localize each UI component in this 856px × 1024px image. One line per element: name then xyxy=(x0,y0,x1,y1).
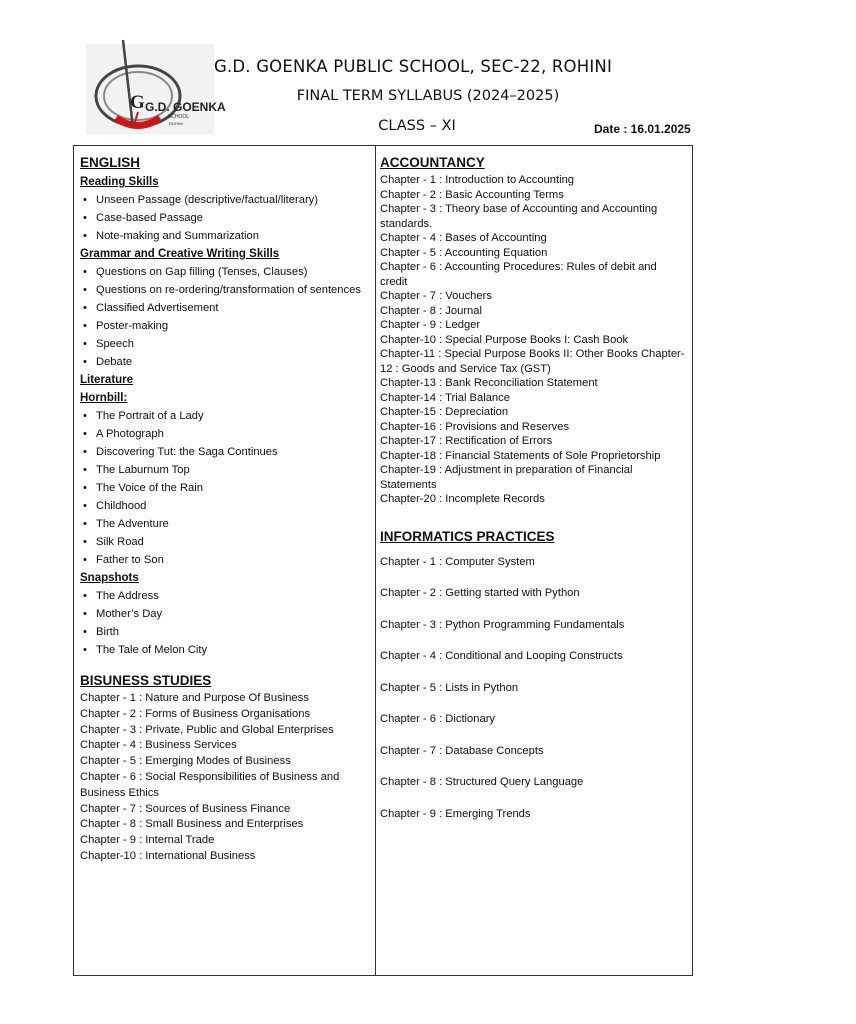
list-item: Chapter-11 : Special Purpose Books II: Other Books Chapter-12 : Goods and Service Tax (GST) xyxy=(380,348,685,375)
list-item: • Poster-making xyxy=(80,317,370,335)
list-item: Chapter-20 : Incomplete Records xyxy=(380,493,545,505)
list-item: • Questions on re-ordering/transformation of sentences xyxy=(80,281,370,299)
list-item: Chapter - 9 : Emerging Trends xyxy=(380,807,531,820)
school-name: G.D. GOENKA PUBLIC SCHOOL, SEC-22, ROHINI xyxy=(213,57,613,76)
list-item: Chapter - 4 : Business Services xyxy=(80,739,237,752)
list-item: Chapter - 1 : Introduction to Accounting xyxy=(380,174,575,186)
list-item: Chapter-18 : Financial Statements of Sole Proprietorship Chapter-19 : Adjustment in preparation of Financial Statements xyxy=(380,449,661,491)
list-item: Chapter - 7 : Vouchers xyxy=(380,290,492,302)
list-item: Chapter-10 : Special Purpose Books I: Cash Book xyxy=(380,333,629,346)
list-item: • Case-based Passage xyxy=(80,209,370,227)
list-item: • Speech xyxy=(80,335,370,353)
hornbill-list xyxy=(80,407,370,569)
svg-text:SCHOOL: SCHOOL xyxy=(168,114,190,120)
english-section xyxy=(80,153,370,659)
list-item: • Mother’s Day xyxy=(80,605,370,623)
list-item: • Birth xyxy=(80,623,370,641)
class-label: CLASS – XI xyxy=(378,118,456,134)
left-column xyxy=(80,153,370,865)
list-item: • The Portrait of a Lady xyxy=(80,407,370,425)
list-item: Chapter - 4 : Bases of Accounting xyxy=(380,232,547,244)
grammar-heading: Grammar and Creative Writing Skills xyxy=(80,248,280,260)
list-item: Chapter - 1 : Nature and Purpose Of Business xyxy=(80,692,309,704)
list-item: Chapter - 5 : Lists in Python xyxy=(380,681,519,694)
business-chapter-list xyxy=(80,691,370,865)
list-item: Chapter - 2 : Getting started with Python xyxy=(380,587,580,599)
informatics-practices-section xyxy=(380,527,685,831)
list-item: Chapter - 3 : Python Programming Fundamentals xyxy=(380,618,625,631)
list-item: • Silk Road xyxy=(80,533,370,551)
ip-chapter-list xyxy=(380,547,685,831)
list-item: • Father to Son xyxy=(80,551,370,569)
list-item: Chapter - 5 : Accounting Equation xyxy=(380,246,548,259)
list-item: Chapter-16 : Provisions and Reserves xyxy=(380,420,570,433)
list-item: Chapter - 2 : Forms of Business Organisations xyxy=(80,707,311,720)
list-item: • The Voice of the Rain xyxy=(80,479,370,497)
snapshots-list xyxy=(80,587,370,659)
list-item: Chapter-10 : International Business xyxy=(80,849,256,862)
snapshots-heading: Snapshots xyxy=(80,572,139,584)
list-item: Chapter - 8 : Journal xyxy=(380,304,482,317)
informatics-practices-title: INFORMATICS PRACTICES xyxy=(380,528,555,544)
list-item: Chapter - 6 : Accounting Procedures: Rules of debit and credit xyxy=(380,261,657,288)
list-item: • Note-making and Summarization xyxy=(80,227,370,245)
list-item: Chapter - 3 : Theory base of Accounting and Accounting standards. xyxy=(380,203,658,230)
page-header xyxy=(0,0,768,145)
accountancy-section xyxy=(380,153,685,507)
list-item: • A Photograph xyxy=(80,425,370,443)
syllabus-title: FINAL TERM SYLLABUS (2024–2025) xyxy=(296,88,560,104)
list-item: Chapter-14 : Trial Balance xyxy=(380,391,510,404)
date-label: Date : 16.01.2025 xyxy=(594,122,691,136)
list-item: Chapter - 4 : Conditional and Looping Constructs xyxy=(380,650,623,662)
right-column xyxy=(380,153,685,830)
list-item: Chapter - 3 : Private, Public and Global Enterprises xyxy=(80,723,334,736)
list-item: Chapter - 5 : Emerging Modes of Business xyxy=(80,755,291,768)
list-item: • Discovering Tut: the Saga Continues xyxy=(80,443,370,461)
list-item: • The Address xyxy=(80,587,370,605)
svg-text:ROHINI: ROHINI xyxy=(169,121,183,126)
list-item: • The Adventure xyxy=(80,515,370,533)
business-studies-section xyxy=(80,671,370,865)
list-item: Chapter-17 : Rectification of Errors xyxy=(380,435,553,447)
list-item: • Debate xyxy=(80,353,370,371)
reading-skills-heading: Reading Skills xyxy=(80,176,159,188)
hornbill-heading: Hornbill: xyxy=(80,392,128,404)
list-item: Chapter - 7 : Database Concepts xyxy=(380,744,544,757)
list-item: • The Laburnum Top xyxy=(80,461,370,479)
accountancy-title: ACCOUNTANCY xyxy=(380,155,485,170)
list-item: Chapter - 6 : Dictionary xyxy=(380,713,496,725)
reading-skills-list xyxy=(80,191,370,245)
list-item: Chapter - 7 : Sources of Business Finance xyxy=(80,802,291,815)
list-item: Chapter - 9 : Internal Trade xyxy=(80,834,215,847)
list-item: Chapter-13 : Bank Reconciliation Statement xyxy=(380,377,598,389)
grammar-list xyxy=(80,263,370,371)
svg-text:G: G xyxy=(130,92,145,113)
list-item: Chapter - 2 : Basic Accounting Terms xyxy=(380,188,564,201)
list-item: • Unseen Passage (descriptive/factual/literary) xyxy=(80,191,370,209)
business-studies-title: BISUNESS STUDIES xyxy=(80,673,212,688)
svg-text:G.D. GOENKA: G.D. GOENKA xyxy=(145,100,226,114)
english-title: ENGLISH xyxy=(80,155,141,170)
list-item: Chapter - 9 : Ledger xyxy=(380,319,481,331)
list-item: Chapter - 8 : Small Business and Enterprises xyxy=(80,818,304,831)
list-item: • Questions on Gap filling (Tenses, Clauses) xyxy=(80,263,370,281)
list-item: Chapter - 8 : Structured Query Language xyxy=(380,776,584,788)
list-item: Chapter - 1 : Computer System xyxy=(380,555,535,568)
list-item: • Childhood xyxy=(80,497,370,515)
literature-heading: Literature xyxy=(80,374,134,386)
column-divider xyxy=(375,145,376,976)
list-item: Chapter-15 : Depreciation xyxy=(380,406,509,418)
list-item: • Classified Advertisement xyxy=(80,299,370,317)
accountancy-chapter-list xyxy=(380,173,685,507)
list-item: • The Tale of Melon City xyxy=(80,641,370,659)
list-item: Chapter - 6 : Social Responsibilities of Business and Business Ethics xyxy=(80,770,340,799)
